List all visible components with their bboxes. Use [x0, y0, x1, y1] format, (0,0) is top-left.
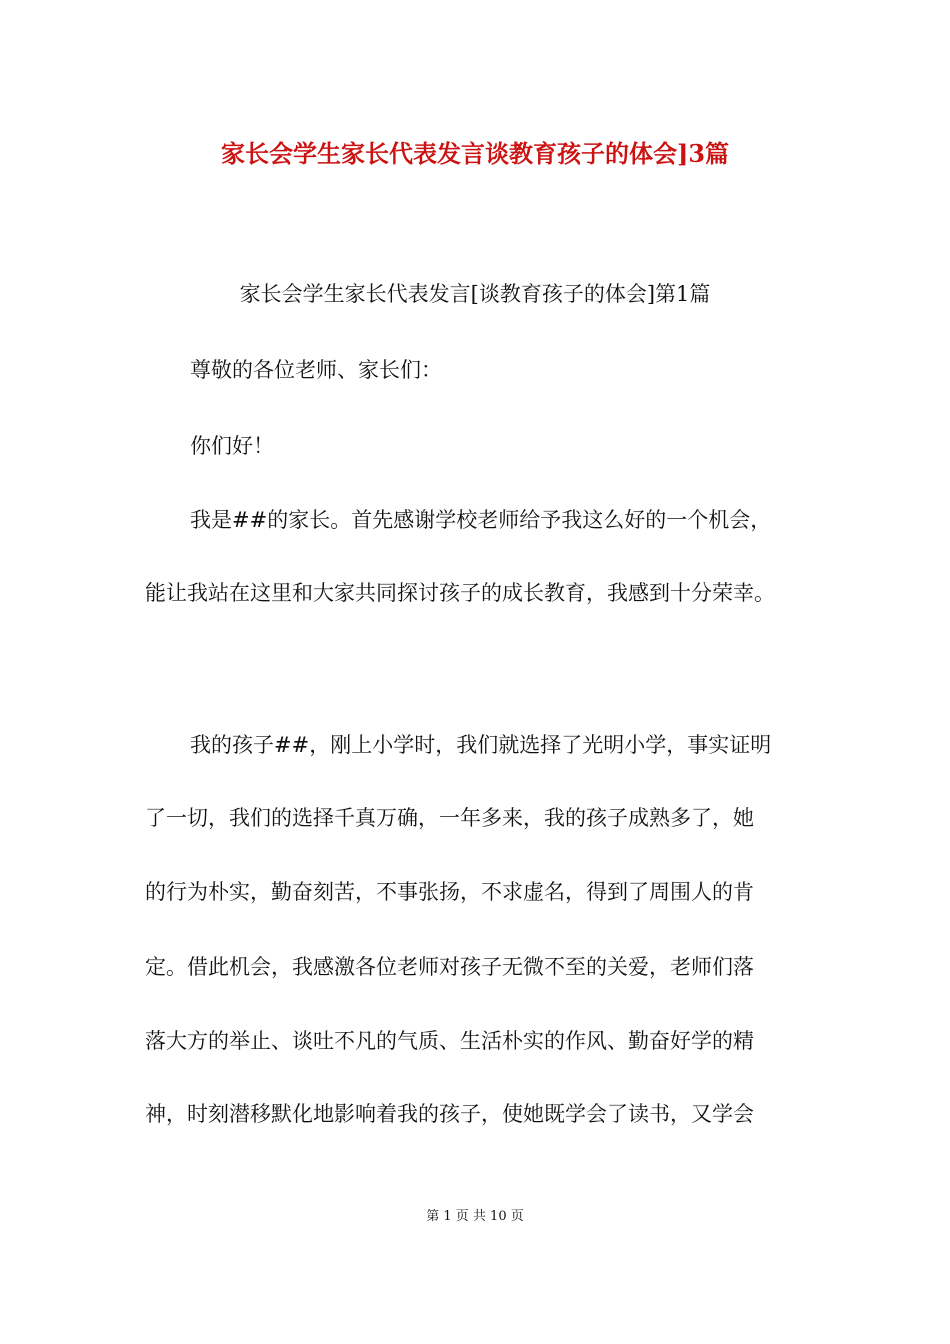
paragraph-2-line-6: 神，时刻潜移默化地影响着我的孩子，使她既学会了读书，又学会 — [145, 1102, 754, 1126]
paragraph-1-line-2: 能让我站在这里和大家共同探讨孩子的成长教育，我感到十分荣幸。 — [145, 581, 775, 605]
paragraph-2-line-3: 的行为朴实，勤奋刻苦，不事张扬，不求虚名，得到了周围人的肯 — [145, 880, 754, 904]
greeting-line: 尊敬的各位老师、家长们： — [190, 358, 442, 382]
paragraph-1-line-1: 我是##的家长。首先感谢学校老师给予我这么好的一个机会， — [190, 508, 772, 532]
paragraph-2-line-4: 定。借此机会，我感激各位老师对孩子无微不至的关爱，老师们落 — [145, 955, 754, 979]
hello-line: 你们好！ — [190, 434, 274, 458]
paragraph-2-line-2: 了一切，我们的选择千真万确，一年多来，我的孩子成熟多了，她 — [145, 806, 754, 830]
page-footer: 第 1 页 共 10 页 — [426, 1209, 524, 1224]
section-subtitle: 家长会学生家长代表发言[谈教育孩子的体会]第1篇 — [239, 282, 711, 306]
paragraph-2-line-1: 我的孩子##，刚上小学时，我们就选择了光明小学，事实证明 — [190, 733, 772, 757]
document-title: 家长会学生家长代表发言谈教育孩子的体会]3篇 — [220, 139, 730, 168]
paragraph-2-line-5: 落大方的举止、谈吐不凡的气质、生活朴实的作风、勤奋好学的精 — [145, 1029, 754, 1053]
